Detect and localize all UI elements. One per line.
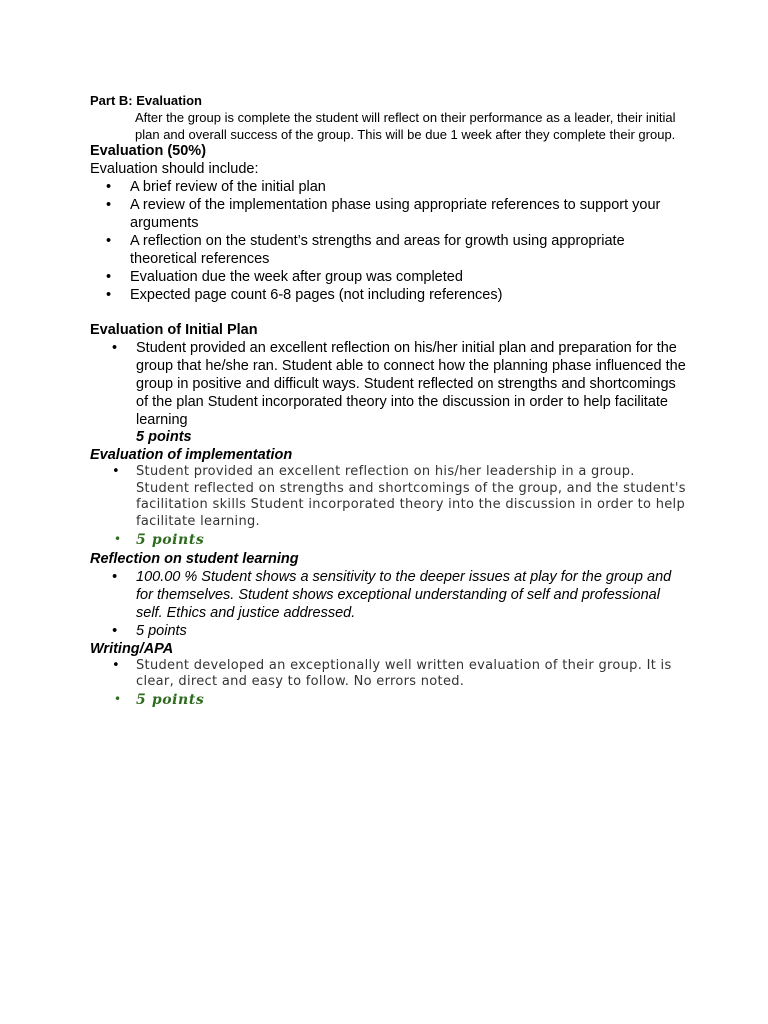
list-item: • A reflection on the student’s strengths and areas for growth using appropriate theoretical references (106, 233, 625, 267)
list-item: • Student provided an excellent reflection on his/her initial plan and preparation for the group that he/she ran. Student able to connect how the planning phase influenced the group in positive and difficult ways. Student reflected on strengths and shortcomings of the plan Student incorporated theory into the discussion in order to help facilitate learning (112, 340, 686, 428)
bullet-icon: • (112, 657, 120, 673)
implementation-heading: Evaluation of implementation (90, 447, 293, 463)
implementation-list (90, 464, 690, 550)
bullet-icon: • (112, 464, 120, 479)
reflection-list (90, 568, 690, 640)
bullet-icon: • (114, 531, 122, 546)
list-item (90, 622, 690, 640)
evaluation-lead: Evaluation should include: (90, 161, 259, 177)
reflection-heading: Reflection on student learning (90, 550, 299, 567)
bullet-icon: • (112, 622, 118, 639)
bullet-icon: • (106, 269, 112, 285)
initial-plan-points: 5 points (136, 429, 192, 445)
initial-plan-list (90, 339, 690, 429)
bullet-icon: • (112, 340, 118, 356)
bullet-icon: • (114, 691, 122, 706)
writing-heading: Writing/APA (90, 640, 174, 657)
list-item: • Evaluation due the week after group was completed (106, 269, 463, 285)
evaluation-list (90, 178, 690, 304)
list-item: • Expected page count 6-8 pages (not including references) (106, 287, 503, 303)
reflection-points: 5 points (136, 622, 187, 639)
writing-points: 5 points (136, 691, 205, 708)
writing-list (90, 658, 690, 710)
list-item: • 100.00 % Student shows a sensitivity to the deeper issues at play for the group and for themselves. Student shows exceptional understanding of self and professional self. Ethics and justice addressed. (112, 568, 672, 621)
list-item: • A review of the implementation phase using appropriate references to support your arguments (106, 197, 661, 231)
list-item: • Student provided an excellent reflection on his/her leadership in a group. Student reflected on strengths and shortcomings of the group, and the student's facilitation skills Student incorporated theory into the discussion in order to help facilitate learning. (112, 464, 686, 530)
bullet-icon: • (106, 197, 112, 213)
initial-plan-heading: Evaluation of Initial Plan (90, 322, 258, 338)
bullet-icon: • (106, 287, 112, 303)
spacer (90, 304, 690, 322)
list-item: • Student developed an exceptionally well written evaluation of their group. It is clear, direct and easy to follow. No errors noted. (112, 657, 672, 690)
bullet-icon: • (106, 179, 112, 195)
bullet-icon: • (112, 568, 118, 585)
document-page (90, 92, 690, 710)
evaluation-heading: Evaluation (50%) (90, 143, 207, 159)
part-b-intro: After the group is complete the student will reflect on their performance as a leader, their initial plan and overall success of the group. This will be due 1 week after they complete their group. (135, 110, 676, 142)
list-item (90, 691, 690, 710)
part-b-title: Part B: Evaluation (90, 93, 202, 108)
implementation-points: 5 points (136, 531, 205, 548)
bullet-icon: • (106, 233, 112, 249)
list-item: • A brief review of the initial plan (106, 179, 326, 195)
list-item (90, 531, 690, 550)
